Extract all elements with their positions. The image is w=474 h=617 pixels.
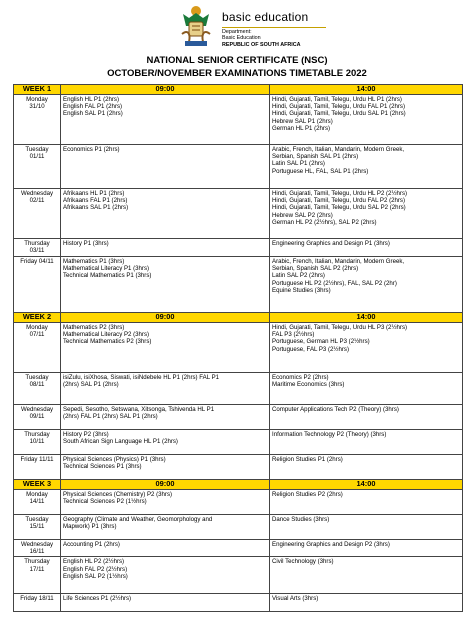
morning-exams-line: Mathematical Literacy P1 (3hrs): [63, 265, 150, 273]
exam-day: [14, 95, 61, 145]
afternoon-exams: [270, 430, 463, 455]
morning-exams-line: Geography (Climate and Weather, Geomorphology and: [63, 516, 213, 523]
exam-day: [14, 594, 61, 612]
afternoon-exams-line: Hindi, Gujarati, Tamil, Telegu, Urdu SAL P2 (2hrs): [272, 204, 406, 212]
exam-day-line: 16/11: [29, 548, 45, 556]
morning-exams: [61, 257, 270, 313]
afternoon-exams-line: Latin SAL P2 (2hrs): [272, 272, 325, 280]
morning-exams: [61, 405, 270, 430]
exam-day: [14, 189, 61, 239]
morning-exams-line: Mathematics P2 (3hrs): [63, 324, 125, 331]
exam-day: [14, 515, 61, 540]
exam-day-line: Friday 11/11: [20, 456, 54, 463]
exam-day-line: 15/11: [29, 523, 45, 531]
exam-day-line: Thursday: [24, 558, 50, 566]
exam-day: [14, 540, 61, 557]
morning-exams: [61, 430, 270, 455]
exam-day-line: Monday: [26, 96, 48, 103]
morning-exams-line: English SAL P1 (2hrs): [63, 110, 123, 118]
afternoon-exams: [270, 373, 463, 405]
exam-day-line: 02/11: [29, 197, 45, 205]
morning-exams-line: Technical Sciences P2 (1½hrs): [63, 498, 147, 506]
afternoon-exams: [270, 145, 463, 189]
table-row: [14, 95, 463, 145]
morning-exams: [61, 515, 270, 540]
week-label: WEEK 1: [14, 85, 61, 95]
week-header-row: [14, 480, 463, 490]
exam-day: [14, 323, 61, 373]
afternoon-exams-line: German HL P2 (2½hrs), SAL P2 (2hrs): [272, 218, 377, 226]
exam-day: [14, 239, 61, 257]
exam-day-line: 31/10: [29, 103, 45, 111]
exam-day-line: Monday: [26, 491, 48, 498]
morning-exams: [61, 145, 270, 189]
morning-exams-line: Afrikaans HL P1 (2hrs): [63, 190, 125, 197]
exam-day: [14, 373, 61, 405]
morning-exams: [61, 239, 270, 257]
afternoon-exams-line: Arabic, French, Italian, Mandarin, Modern Greek,: [272, 258, 405, 265]
table-row: [14, 557, 463, 594]
page-title: NATIONAL SENIOR CERTIFICATE (NSC): [146, 55, 328, 66]
exam-day-line: Wednesday: [20, 406, 54, 413]
table-row: [14, 257, 463, 313]
table-row: [14, 430, 463, 455]
session-morning-header: 09:00: [61, 313, 270, 323]
afternoon-exams-line: Latin SAL P1 (2hrs): [272, 160, 325, 168]
afternoon-exams-line: Dance Studies (3hrs): [272, 516, 330, 523]
afternoon-exams: [270, 257, 463, 313]
table-row: [14, 455, 463, 480]
exam-day-line: 07/11: [29, 331, 45, 339]
brand-divider: [222, 27, 326, 28]
afternoon-exams-line: Hindi, Gujarati, Tamil, Telegu, Urdu FAL P2 (2hrs): [272, 197, 405, 205]
exam-timetable: [13, 84, 463, 612]
morning-exams-line: (2hrs) SAL P1 (2hrs): [63, 381, 119, 389]
afternoon-exams-line: Portuguese HL, FAL, SAL P1 (2hrs): [272, 167, 369, 175]
morning-exams: [61, 490, 270, 515]
afternoon-exams-line: Engineering Graphics and Design P2 (3hrs): [272, 541, 390, 548]
coat-of-arms-icon: [175, 4, 217, 48]
morning-exams: [61, 323, 270, 373]
morning-exams-line: Mathematical Literacy P2 (3hrs): [63, 331, 150, 339]
morning-exams: [61, 455, 270, 480]
week-label: WEEK 3: [14, 480, 61, 490]
morning-exams: [61, 594, 270, 612]
table-row: [14, 490, 463, 515]
exam-day-line: 14/11: [29, 498, 45, 506]
week-header-row: [14, 85, 463, 95]
afternoon-exams-line: Hindi, Gujarati, Tamil, Telegu, Urdu HL P2 (2½hrs): [272, 190, 408, 197]
morning-exams-line: English SAL P2 (1½hrs): [63, 572, 128, 580]
morning-exams-line: Afrikaans FAL P1 (2hrs): [63, 197, 128, 205]
exam-day-line: 08/11: [29, 381, 45, 389]
exam-day-line: 10/11: [29, 438, 45, 446]
morning-exams-line: History P2 (3hrs): [63, 431, 109, 438]
exam-day-line: Wednesday: [20, 190, 54, 197]
morning-exams-line: History P1 (3hrs): [63, 240, 109, 247]
session-afternoon-header: 14:00: [270, 85, 463, 95]
afternoon-exams-line: German HL P1 (2hrs): [272, 124, 331, 132]
week-header-row: [14, 313, 463, 323]
morning-exams-line: Afrikaans SAL P1 (2hrs): [63, 204, 129, 212]
exam-day-line: Thursday: [24, 431, 50, 438]
morning-exams-line: Mathematics P1 (3hrs): [63, 258, 125, 265]
session-morning-header: 09:00: [61, 480, 270, 490]
exam-day-line: Thursday: [24, 240, 50, 247]
week-label: WEEK 2: [14, 313, 61, 323]
table-row: [14, 323, 463, 373]
afternoon-exams-line: Maritime Economics (3hrs): [272, 381, 345, 389]
session-afternoon-header: 14:00: [270, 480, 463, 490]
afternoon-exams: [270, 189, 463, 239]
table-row: [14, 373, 463, 405]
exam-day: [14, 430, 61, 455]
morning-exams-line: Accounting P1 (2hrs): [63, 541, 120, 548]
morning-exams: [61, 189, 270, 239]
morning-exams-line: isiZulu, isiXhosa, Siswati, isiNdebele HL P1 (2hrs) FAL P1: [63, 374, 220, 381]
table-row: [14, 515, 463, 540]
morning-exams-line: Mapwork) P1 (3hrs): [63, 523, 117, 531]
afternoon-exams: [270, 515, 463, 540]
morning-exams-line: Life Sciences P1 (2½hrs): [63, 595, 132, 603]
afternoon-exams-line: Civil Technology (3hrs): [272, 558, 334, 566]
morning-exams-line: (2hrs) FAL P1 (2hrs) SAL P1 (2hrs): [63, 413, 158, 421]
afternoon-exams-line: Economics P2 (2hrs): [272, 374, 329, 381]
afternoon-exams-line: Portuguese HL P2 (2½hrs), FAL, SAL P2 (2hr): [272, 279, 397, 287]
morning-exams-line: Sepedi, Sesotho, Setswana, Xitsonga, Tshivenda HL P1: [63, 406, 215, 413]
afternoon-exams-line: Information Technology P2 (Theory) (3hrs): [272, 431, 387, 438]
afternoon-exams-line: Portuguese, FAL P3 (2½hrs): [272, 345, 350, 353]
afternoon-exams-line: FAL P3 (2½hrs): [272, 331, 315, 339]
afternoon-exams-line: Portuguese, German HL P3 (2½hrs): [272, 338, 370, 346]
morning-exams: [61, 540, 270, 557]
table-row: [14, 540, 463, 557]
afternoon-exams-line: Equine Studies (3hrs): [272, 286, 331, 294]
afternoon-exams-line: Hebrew SAL P2 (2hrs): [272, 211, 333, 219]
exam-day-line: Tuesday: [25, 146, 49, 153]
morning-exams-line: Physical Sciences (Chemistry) P2 (3hrs): [63, 491, 173, 498]
morning-exams-line: English HL P2 (2½hrs): [63, 558, 125, 566]
morning-exams: [61, 557, 270, 594]
exam-day: [14, 455, 61, 480]
morning-exams: [61, 95, 270, 145]
afternoon-exams-line: Religion Studies P1 (2hrs): [272, 456, 343, 463]
afternoon-exams-line: Hindi, Gujarati, Tamil, Telegu, Urdu HL P1 (2hrs): [272, 96, 402, 103]
table-row: [14, 405, 463, 430]
session-morning-header: 09:00: [61, 85, 270, 95]
morning-exams-line: Technical Mathematics P1 (3hrs): [63, 272, 152, 280]
afternoon-exams-line: Engineering Graphics and Design P1 (3hrs): [272, 240, 390, 247]
exam-day-line: Tuesday: [25, 374, 49, 381]
afternoon-exams-line: Hebrew SAL P1 (2hrs): [272, 117, 333, 125]
afternoon-exams: [270, 405, 463, 430]
exam-day-line: Friday 18/11: [20, 595, 54, 603]
morning-exams-line: Technical Sciences P1 (3hrs): [63, 463, 142, 471]
table-row: [14, 189, 463, 239]
exam-day-line: 03/11: [29, 247, 45, 255]
afternoon-exams-line: Hindi, Gujarati, Tamil, Telegu, Urdu HL P3 (2½hrs): [272, 324, 408, 331]
afternoon-exams: [270, 455, 463, 480]
exam-day-line: 17/11: [29, 565, 45, 573]
afternoon-exams-line: Serbian, Spanish SAL P1 (2hrs): [272, 153, 359, 161]
afternoon-exams: [270, 540, 463, 557]
country-name: REPUBLIC OF SOUTH AFRICA: [222, 41, 301, 48]
exam-day-line: Friday 04/11: [20, 258, 54, 265]
morning-exams-line: Technical Mathematics P2 (3hrs): [63, 338, 152, 346]
exam-day: [14, 490, 61, 515]
afternoon-exams: [270, 490, 463, 515]
morning-exams: [61, 373, 270, 405]
exam-day-line: Wednesday: [20, 541, 54, 548]
exam-day: [14, 145, 61, 189]
morning-exams-line: Physical Sciences (Physics) P1 (3hrs): [63, 456, 166, 463]
table-row: [14, 594, 463, 612]
afternoon-exams-line: Serbian, Spanish SAL P2 (2hrs): [272, 265, 359, 273]
afternoon-exams: [270, 239, 463, 257]
morning-exams-line: Economics P1 (2hrs): [63, 146, 120, 153]
afternoon-exams-line: Arabic, French, Italian, Mandarin, Modern Greek,: [272, 146, 405, 153]
afternoon-exams: [270, 557, 463, 594]
morning-exams-line: English FAL P2 (2½hrs): [63, 565, 128, 573]
exam-day-line: 09/11: [29, 413, 45, 421]
afternoon-exams-line: Religion Studies P2 (2hrs): [272, 491, 343, 498]
page-subtitle: OCTOBER/NOVEMBER EXAMINATIONS TIMETABLE 2022: [107, 68, 367, 79]
brand-name: basic education: [222, 10, 309, 24]
afternoon-exams-line: Hindi, Gujarati, Tamil, Telegu, Urdu SAL P1 (2hrs): [272, 110, 406, 118]
morning-exams-line: English FAL P1 (2hrs): [63, 103, 123, 111]
afternoon-exams-line: Computer Applications Tech P2 (Theory) (3hrs): [272, 406, 399, 413]
afternoon-exams: [270, 323, 463, 373]
department-block: [222, 29, 301, 48]
session-afternoon-header: 14:00: [270, 313, 463, 323]
afternoon-exams-line: Visual Arts (3hrs): [272, 595, 319, 603]
exam-day-line: Tuesday: [25, 516, 49, 523]
exam-day-line: 01/11: [29, 153, 45, 161]
morning-exams-line: English HL P1 (2hrs): [63, 96, 119, 103]
afternoon-exams: [270, 95, 463, 145]
morning-exams-line: South African Sign Language HL P1 (2hrs): [63, 438, 178, 446]
department-name: Basic Education: [222, 35, 261, 42]
afternoon-exams-line: Hindi, Gujarati, Tamil, Telegu, Urdu FAL P1 (2hrs): [272, 103, 405, 111]
exam-day: [14, 257, 61, 313]
department-label: Department:: [222, 29, 252, 35]
table-row: [14, 145, 463, 189]
afternoon-exams: [270, 594, 463, 612]
exam-day-line: Monday: [26, 324, 48, 331]
exam-day: [14, 405, 61, 430]
exam-day: [14, 557, 61, 594]
table-row: [14, 239, 463, 257]
